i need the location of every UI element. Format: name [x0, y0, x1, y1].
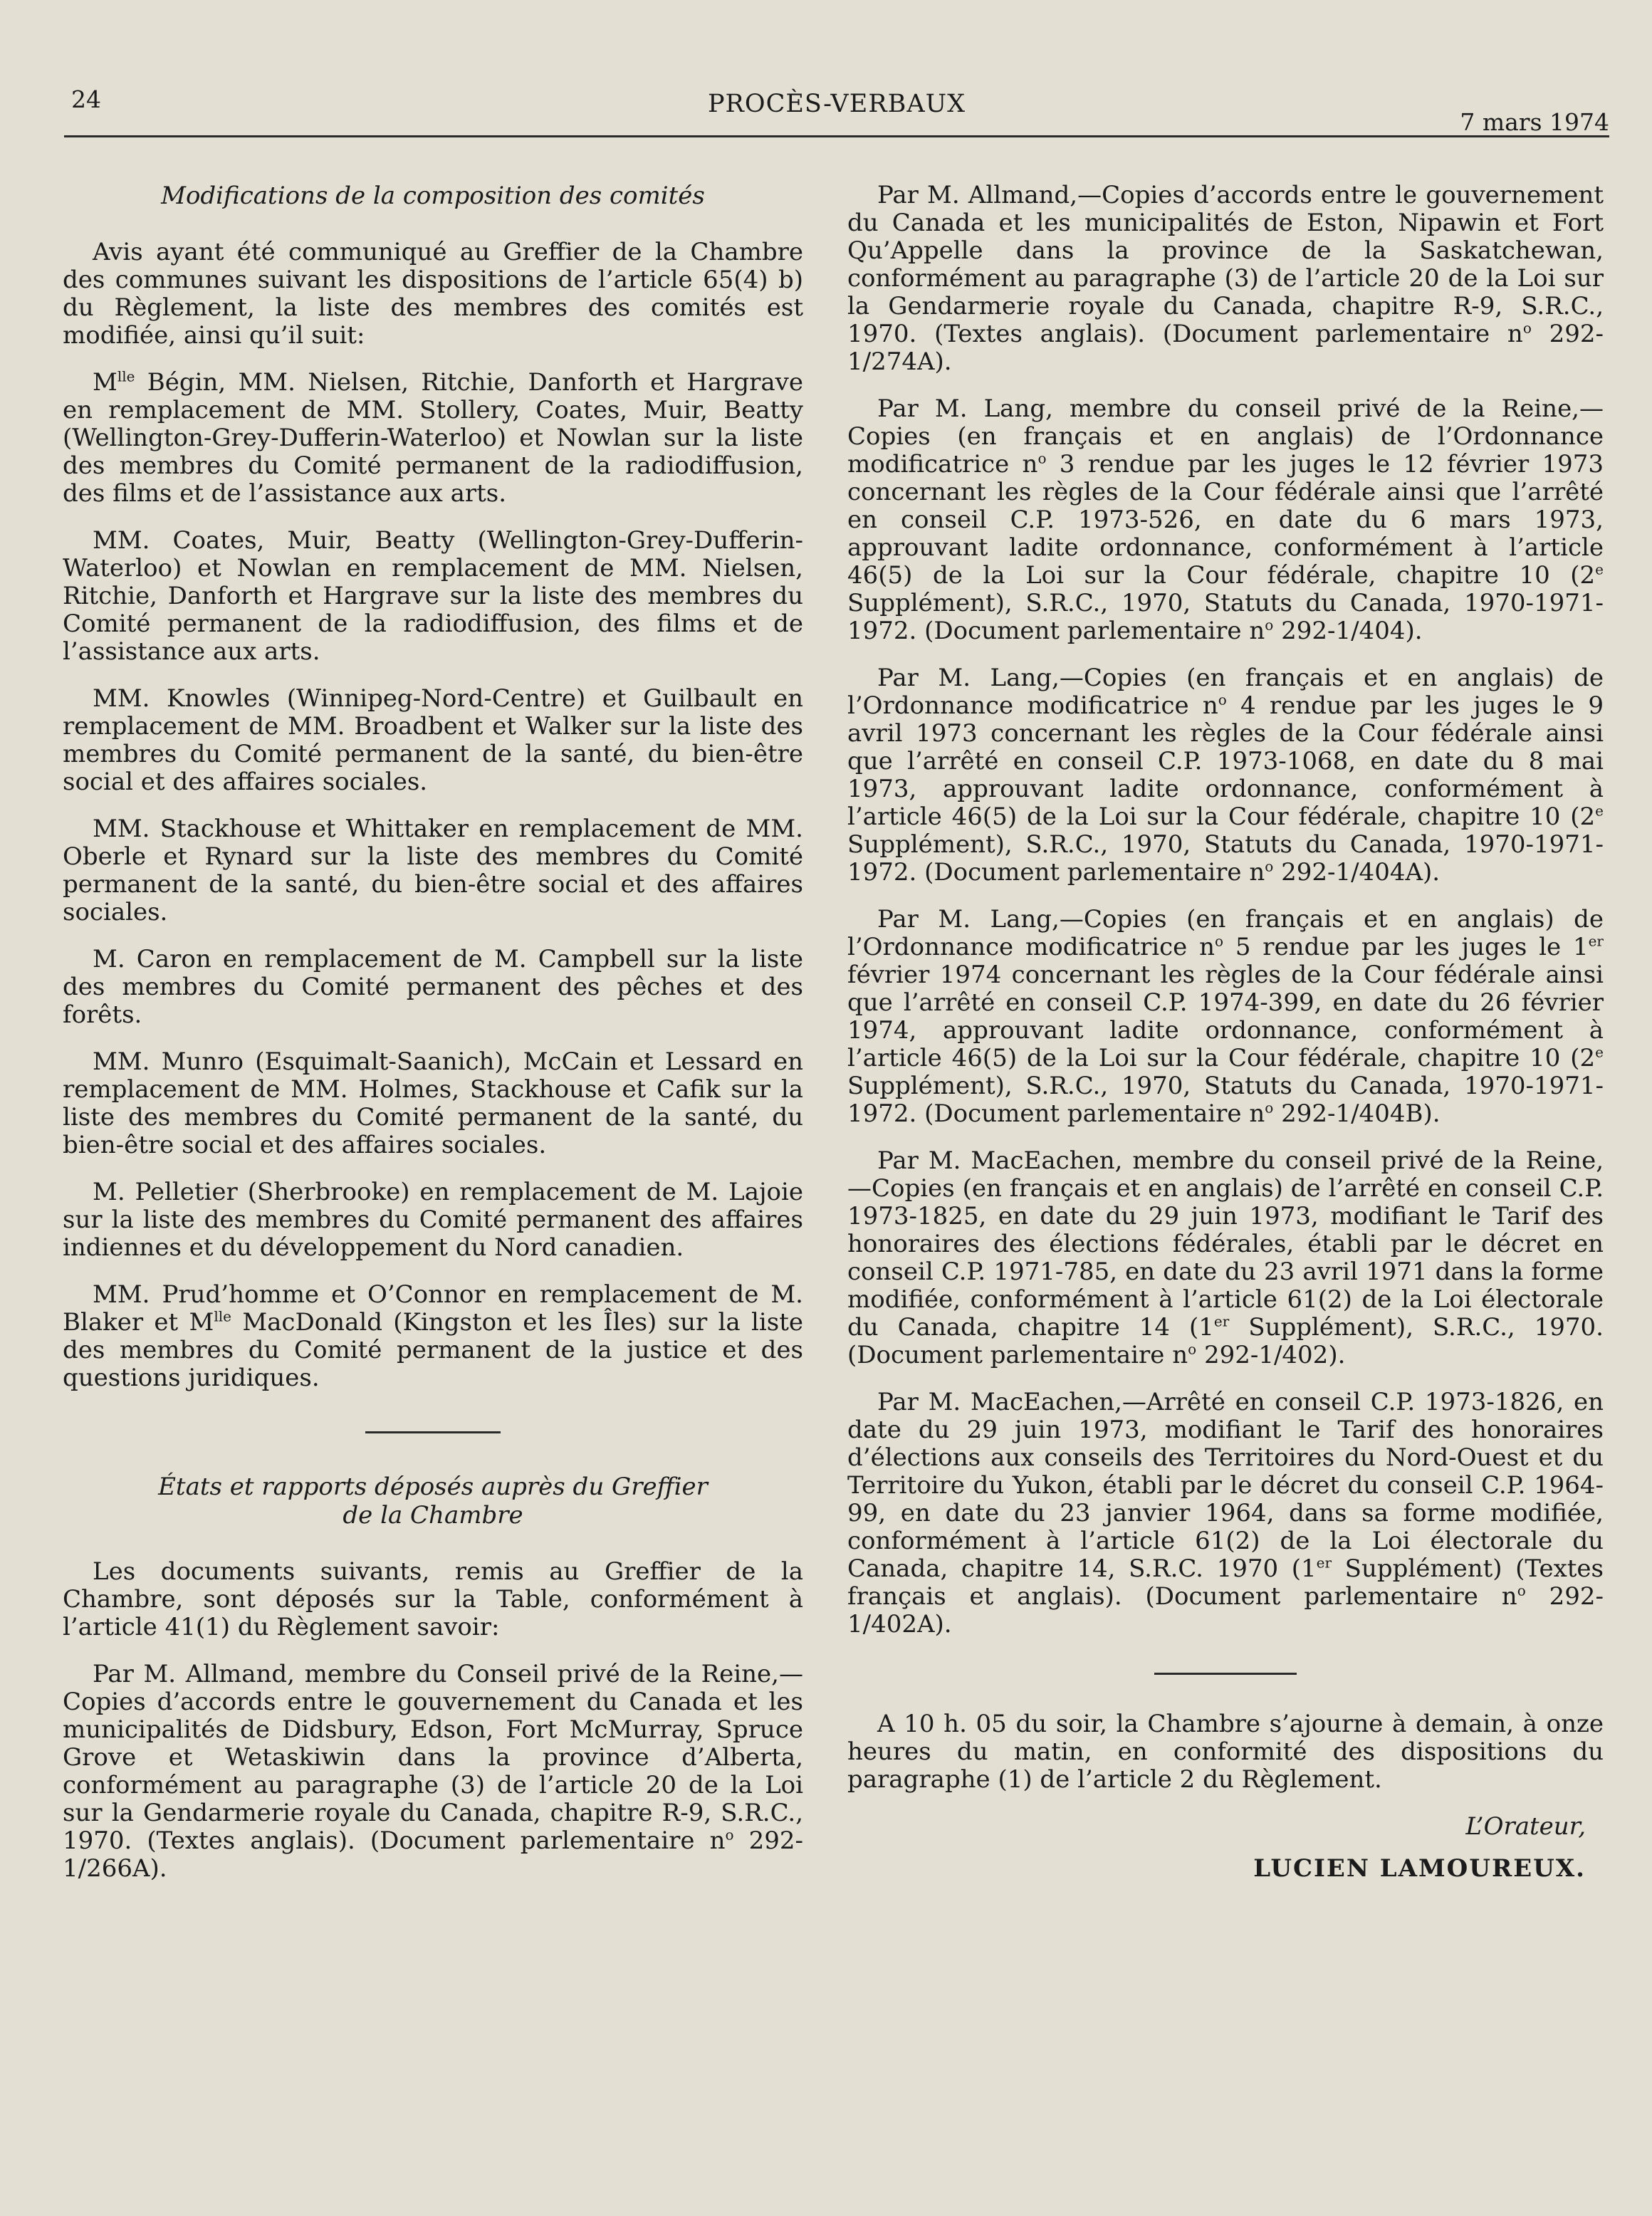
left-column [63, 182, 803, 1902]
paragraph: MM. Munro (Esquimalt-Saanich), McCain et Lessard en remplacement de MM. Holmes, Stackhouse et Cafik sur la liste des membres du Comité permanent de la santé, du bien-être social et des affaires sociales. [63, 1047, 803, 1159]
signature-name: LUCIEN LAMOUREUX. [1253, 1854, 1586, 1883]
paragraph: Par M. Lang,—Copies (en français et en anglais) de l’Ordonnance modificatrice $n^o$ 5 rendue par les juges le 1er février 1974 concernant les règles de la Cour fédérale ainsi que l’arrêté en conseil C.P. 1974-399, en date du 26 février 1974, approuvant ladite ordonnance, conformément à l’article 46(5) de la Loi sur la Cour fédérale, chapitre 10 (2e Supplément), S.R.C., 1970, Statuts du Canada, 1970-1971-1972. (Document parlementaire $n^o$ 292-1/404B). [847, 905, 1604, 1128]
section-title-line: États et rapports déposés auprès du Greffier [158, 1473, 708, 1501]
paragraph: M. Pelletier (Sherbrooke) en remplacement de M. Lajoie sur la liste des membres du Comité permanent des affaires indiennes et du développement du Nord canadien. [63, 1178, 803, 1262]
section-divider [365, 1431, 501, 1433]
paragraph: Par M. MacEachen, membre du conseil privé de la Reine,—Copies (en français et en anglais) de l’arrêté en conseil C.P. 1973-1825, en date du 29 juin 1973, modifiant le Tarif des honoraires des élections fédérales, établi par le décret en conseil C.P. 1971-785, en date du 23 avril 1971 dans la forme modifiée, conformément à l’article 61(2) de la Loi électorale du Canada, chapitre 14 (1er Supplément), S.R.C., 1970. (Document parlementaire $n^o$ 292-1/402). [847, 1146, 1604, 1369]
paragraph: Par M. Allmand,—Copies d’accords entre le gouvernement du Canada et les municipalités de Eston, Nipawin et Fort Qu’Appelle dans la province de la Saskatchewan, conformément au paragraphe (3) de l’article 20 de la Loi sur la Gendarmerie royale du Canada, chapitre R-9, S.R.C., 1970. (Textes anglais). (Document parlementaire $n^o$ 292-1/274A). [847, 181, 1604, 376]
paragraph: A 10 h. 05 du soir, la Chambre s’ajourne à demain, à onze heures du matin, en conformité des dispositions du paragraphe (1) de l’article 2 du Règlement. [847, 1710, 1604, 1794]
paragraph: MM. Prud’homme et O’Connor en remplacement de M. Blaker et $M^{lle}$ MacDonald (Kingston et les Îles) sur la liste des membres du Comité permanent de la justice et des questions juridiques. [63, 1280, 803, 1392]
paragraph: Les documents suivants, remis au Greffier de la Chambre, sont déposés sur la Table, conformément à l’article 41(1) du Règlement savoir: [63, 1557, 803, 1641]
paragraph: Par M. Lang,—Copies (en français et en anglais) de l’Ordonnance modificatrice $n^o$ 4 rendue par les juges le 9 avril 1973 concernant les règles de la Cour fédérale ainsi que l’arrêté en conseil C.P. 1973-1068, en date du 8 mai 1973, approuvant ladite ordonnance, conformément à l’article 46(5) de la Loi sur la Cour fédérale, chapitre 10 (2e Supplément), S.R.C., 1970, Statuts du Canada, 1970-1971-1972. (Document parlementaire $n^o$ 292-1/404A). [847, 664, 1604, 887]
paragraph: Par M. Allmand, membre du Conseil privé de la Reine,—Copies d’accords entre le gouvernement du Canada et les municipalités de Didsbury, Edson, Fort McMurray, Spruce Grove et Wetaskiwin dans la province d’Alberta, conformément au paragraphe (3) de l’article 20 de la Loi sur la Gendarmerie royale du Canada, chapitre R-9, S.R.C., 1970. (Textes anglais). (Document parlementaire $n^o$ 292-1/266A). [63, 1660, 803, 1883]
paragraph: MM. Knowles (Winnipeg-Nord-Centre) et Guilbault en remplacement de MM. Broadbent et Walker sur la liste des membres du Comité permanent de la santé, du bien-être social et des affaires sociales. [63, 684, 803, 796]
running-title: PROCÈS-VERBAUX [707, 90, 966, 118]
page-header [64, 78, 1609, 137]
paragraph: Avis ayant été communiqué au Greffier de la Chambre des communes suivant les dispositions de l’article 65(4) b) du Règlement, la liste des membres des comités est modifiée, ainsi qu’il suit: [63, 238, 803, 350]
paragraph: MM. Coates, Muir, Beatty (Wellington-Grey-Dufferin-Waterloo) et Nowlan en remplacement de MM. Nielsen, Ritchie, Danforth et Hargrave sur la liste des membres du Comité permanent de la radiodiffusion, des films et de l’assistance aux arts. [63, 526, 803, 666]
right-column [847, 182, 1604, 1883]
section-title-committees: Modifications de la composition des comités [161, 182, 705, 210]
signature-title: L’Orateur, [1465, 1812, 1586, 1841]
paragraph: Par M. Lang, membre du conseil privé de la Reine,—Copies (en français et en anglais) de l’Ordonnance modificatrice $n^o$ 3 rendue par les juges le 12 février 1973 concernant les règles de la Cour fédérale ainsi que l’arrêté en conseil C.P. 1973-526, en date du 6 mars 1973, approuvant ladite ordonnance, conformément à l’article 46(5) de la Loi sur la Cour fédérale, chapitre 10 (2e Supplément), S.R.C., 1970, Statuts du Canada, 1970-1971-1972. (Document parlementaire $n^o$ 292-1/404). [847, 394, 1604, 645]
page-number: 24 [71, 85, 101, 113]
paragraph: M. Caron en remplacement de M. Campbell sur la liste des membres du Comité permanent des pêches et des forêts. [63, 945, 803, 1029]
section-title-reports [63, 1473, 803, 1530]
section-divider [1154, 1673, 1297, 1675]
paragraph: MM. Stackhouse et Whittaker en remplacement de MM. Oberle et Rynard sur la liste des membres du Comité permanent de la santé, du bien-être social et des affaires sociales. [63, 815, 803, 926]
paragraph: $M^{lle}$ Bégin, MM. Nielsen, Ritchie, Danforth et Hargrave en remplacement de MM. Stollery, Coates, Muir, Beatty (Wellington-Grey-Dufferin-Waterloo) et Nowlan sur la liste des membres du Comité permanent de la radiodiffusion, des films et de l’assistance aux arts. [63, 367, 803, 508]
header-date: 7 mars 1974 [1460, 108, 1609, 136]
paragraph: Par M. MacEachen,—Arrêté en conseil C.P. 1973-1826, en date du 29 juin 1973, modifiant le Tarif des honoraires d’élections aux conseils des Territoires du Nord-Ouest et du Territoire du Yukon, établi par le décret du conseil C.P. 1964-99, en date du 23 janvier 1964, dans sa forme modifiée, conformément à l’article 61(2) de la Loi électorale du Canada, chapitre 14, S.R.C. 1970 (1er Supplément) (Textes français et anglais). (Document parlementaire $n^o$ 292-1/402A). [847, 1388, 1604, 1639]
section-title-line: de la Chambre [343, 1501, 523, 1530]
